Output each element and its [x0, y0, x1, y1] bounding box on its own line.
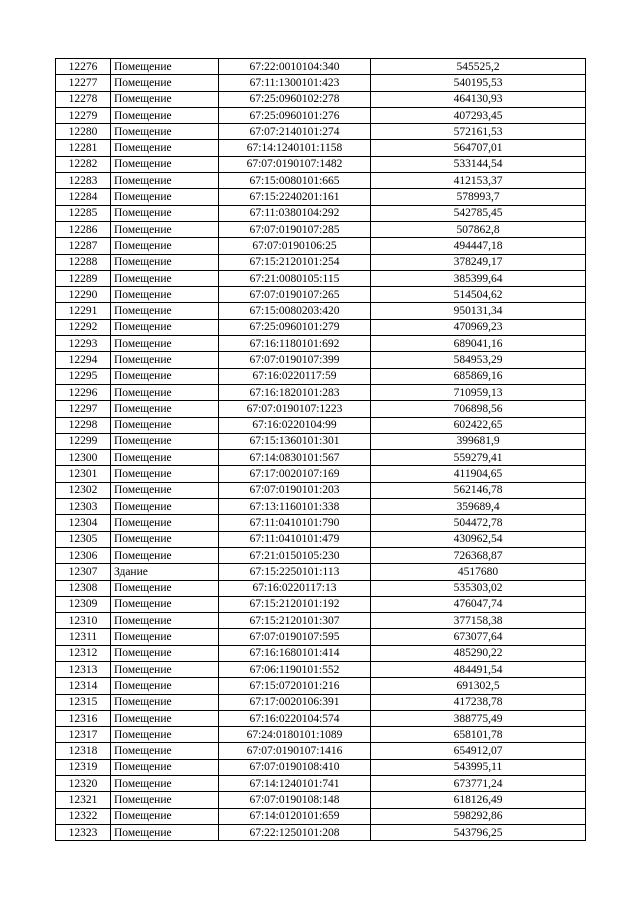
cadastral-number-cell: 67:16:0220117:13	[219, 580, 371, 596]
row-number-cell: 12309	[56, 596, 111, 612]
row-number-cell: 12305	[56, 531, 111, 547]
table-row	[56, 319, 586, 335]
table-row	[56, 59, 586, 75]
table-row	[56, 531, 586, 547]
table-row	[56, 678, 586, 694]
object-type-cell: Помещение	[111, 189, 219, 205]
object-type-cell: Помещение	[111, 75, 219, 91]
row-number-cell: 12303	[56, 499, 111, 515]
cadastral-number-cell: 67:07:2140101:274	[219, 124, 371, 140]
cadastral-number-cell: 67:15:0080101:665	[219, 173, 371, 189]
cadastral-number-cell: 67:13:1160101:338	[219, 499, 371, 515]
value-cell: 726368,87	[371, 547, 586, 563]
registry-table-body	[56, 59, 586, 841]
object-type-cell: Помещение	[111, 254, 219, 270]
object-type-cell: Помещение	[111, 205, 219, 221]
table-row	[56, 645, 586, 661]
cadastral-number-cell: 67:07:0190107:1482	[219, 156, 371, 172]
row-number-cell: 12310	[56, 613, 111, 629]
cadastral-number-cell: 67:14:0120101:659	[219, 808, 371, 824]
cadastral-number-cell: 67:06:1190101:552	[219, 661, 371, 677]
value-cell: 689041,16	[371, 336, 586, 352]
cadastral-number-cell: 67:07:0190107:1223	[219, 401, 371, 417]
table-row	[56, 515, 586, 531]
object-type-cell: Помещение	[111, 499, 219, 515]
row-number-cell: 12306	[56, 547, 111, 563]
object-type-cell: Помещение	[111, 173, 219, 189]
object-type-cell: Помещение	[111, 287, 219, 303]
table-row	[56, 661, 586, 677]
object-type-cell: Помещение	[111, 743, 219, 759]
value-cell: 411904,65	[371, 466, 586, 482]
row-number-cell: 12283	[56, 173, 111, 189]
value-cell: 673077,64	[371, 629, 586, 645]
row-number-cell: 12286	[56, 221, 111, 237]
value-cell: 399681,9	[371, 433, 586, 449]
object-type-cell: Помещение	[111, 776, 219, 792]
value-cell: 618126,49	[371, 792, 586, 808]
cadastral-number-cell: 67:22:1250101:208	[219, 824, 371, 840]
object-type-cell: Помещение	[111, 59, 219, 75]
cadastral-number-cell: 67:15:2240201:161	[219, 189, 371, 205]
table-row	[56, 140, 586, 156]
row-number-cell: 12282	[56, 156, 111, 172]
table-row	[56, 776, 586, 792]
cadastral-number-cell: 67:07:0190108:410	[219, 759, 371, 775]
table-row	[56, 466, 586, 482]
row-number-cell: 12293	[56, 336, 111, 352]
object-type-cell: Помещение	[111, 368, 219, 384]
object-type-cell: Помещение	[111, 124, 219, 140]
value-cell: 385399,64	[371, 270, 586, 286]
row-number-cell: 12278	[56, 91, 111, 107]
row-number-cell: 12289	[56, 270, 111, 286]
cadastral-number-cell: 67:17:0020106:391	[219, 694, 371, 710]
table-row	[56, 238, 586, 254]
cadastral-number-cell: 67:16:1680101:414	[219, 645, 371, 661]
object-type-cell: Помещение	[111, 808, 219, 824]
table-row	[56, 287, 586, 303]
object-type-cell: Помещение	[111, 482, 219, 498]
table-row	[56, 824, 586, 840]
table-row	[56, 368, 586, 384]
cadastral-number-cell: 67:14:1240101:1158	[219, 140, 371, 156]
value-cell: 377158,38	[371, 613, 586, 629]
object-type-cell: Помещение	[111, 384, 219, 400]
row-number-cell: 12320	[56, 776, 111, 792]
cadastral-number-cell: 67:07:0190106:25	[219, 238, 371, 254]
value-cell: 598292,86	[371, 808, 586, 824]
row-number-cell: 12294	[56, 352, 111, 368]
row-number-cell: 12308	[56, 580, 111, 596]
value-cell: 654912,07	[371, 743, 586, 759]
table-row	[56, 547, 586, 563]
table-row	[56, 336, 586, 352]
table-row	[56, 189, 586, 205]
table-row	[56, 499, 586, 515]
cadastral-number-cell: 67:07:0190107:399	[219, 352, 371, 368]
object-type-cell: Здание	[111, 564, 219, 580]
row-number-cell: 12317	[56, 727, 111, 743]
row-number-cell: 12322	[56, 808, 111, 824]
value-cell: 464130,93	[371, 91, 586, 107]
row-number-cell: 12315	[56, 694, 111, 710]
cadastral-number-cell: 67:22:0010104:340	[219, 59, 371, 75]
object-type-cell: Помещение	[111, 759, 219, 775]
cadastral-number-cell: 67:07:0190107:595	[219, 629, 371, 645]
object-type-cell: Помещение	[111, 710, 219, 726]
row-number-cell: 12316	[56, 710, 111, 726]
row-number-cell: 12314	[56, 678, 111, 694]
cadastral-number-cell: 67:14:1240101:741	[219, 776, 371, 792]
value-cell: 540195,53	[371, 75, 586, 91]
row-number-cell: 12276	[56, 59, 111, 75]
object-type-cell: Помещение	[111, 352, 219, 368]
cadastral-number-cell: 67:16:0220117:59	[219, 368, 371, 384]
value-cell: 559279,41	[371, 450, 586, 466]
value-cell: 484491,54	[371, 661, 586, 677]
object-type-cell: Помещение	[111, 433, 219, 449]
value-cell: 535303,02	[371, 580, 586, 596]
row-number-cell: 12311	[56, 629, 111, 645]
table-row	[56, 450, 586, 466]
table-row	[56, 352, 586, 368]
row-number-cell: 12296	[56, 384, 111, 400]
cadastral-number-cell: 67:25:0960101:276	[219, 107, 371, 123]
table-row	[56, 173, 586, 189]
value-cell: 691302,5	[371, 678, 586, 694]
cadastral-number-cell: 67:16:1180101:692	[219, 336, 371, 352]
cadastral-number-cell: 67:21:0150105:230	[219, 547, 371, 563]
row-number-cell: 12301	[56, 466, 111, 482]
table-row	[56, 727, 586, 743]
table-row	[56, 270, 586, 286]
value-cell: 514504,62	[371, 287, 586, 303]
row-number-cell: 12297	[56, 401, 111, 417]
cadastral-number-cell: 67:11:0410101:479	[219, 531, 371, 547]
table-row	[56, 613, 586, 629]
table-row	[56, 107, 586, 123]
table-row	[56, 221, 586, 237]
table-row	[56, 694, 586, 710]
cadastral-number-cell: 67:14:0830101:567	[219, 450, 371, 466]
row-number-cell: 12299	[56, 433, 111, 449]
cadastral-number-cell: 67:25:0960101:279	[219, 319, 371, 335]
cadastral-number-cell: 67:15:2250101:113	[219, 564, 371, 580]
cadastral-number-cell: 67:07:0190107:285	[219, 221, 371, 237]
table-row	[56, 629, 586, 645]
row-number-cell: 12304	[56, 515, 111, 531]
table-row	[56, 124, 586, 140]
row-number-cell: 12279	[56, 107, 111, 123]
object-type-cell: Помещение	[111, 336, 219, 352]
row-number-cell: 12323	[56, 824, 111, 840]
object-type-cell: Помещение	[111, 824, 219, 840]
cadastral-number-cell: 67:15:2120101:192	[219, 596, 371, 612]
table-row	[56, 564, 586, 580]
value-cell: 572161,53	[371, 124, 586, 140]
value-cell: 564707,01	[371, 140, 586, 156]
row-number-cell: 12281	[56, 140, 111, 156]
registry-table	[55, 58, 586, 841]
value-cell: 504472,78	[371, 515, 586, 531]
row-number-cell: 12277	[56, 75, 111, 91]
table-row	[56, 205, 586, 221]
object-type-cell: Помещение	[111, 107, 219, 123]
value-cell: 412153,37	[371, 173, 586, 189]
row-number-cell: 12300	[56, 450, 111, 466]
cadastral-number-cell: 67:15:2120101:254	[219, 254, 371, 270]
cadastral-number-cell: 67:07:0190101:203	[219, 482, 371, 498]
value-cell: 485290,22	[371, 645, 586, 661]
object-type-cell: Помещение	[111, 727, 219, 743]
object-type-cell: Помещение	[111, 694, 219, 710]
cadastral-number-cell: 67:16:1820101:283	[219, 384, 371, 400]
value-cell: 543796,25	[371, 824, 586, 840]
value-cell: 494447,18	[371, 238, 586, 254]
value-cell: 388775,49	[371, 710, 586, 726]
object-type-cell: Помещение	[111, 531, 219, 547]
cadastral-number-cell: 67:17:0020107:169	[219, 466, 371, 482]
row-number-cell: 12284	[56, 189, 111, 205]
row-number-cell: 12295	[56, 368, 111, 384]
value-cell: 542785,45	[371, 205, 586, 221]
value-cell: 430962,54	[371, 531, 586, 547]
value-cell: 706898,56	[371, 401, 586, 417]
object-type-cell: Помещение	[111, 580, 219, 596]
object-type-cell: Помещение	[111, 629, 219, 645]
cadastral-number-cell: 67:15:2120101:307	[219, 613, 371, 629]
object-type-cell: Помещение	[111, 91, 219, 107]
cadastral-number-cell: 67:15:0080203:420	[219, 303, 371, 319]
row-number-cell: 12285	[56, 205, 111, 221]
value-cell: 578993,7	[371, 189, 586, 205]
table-row	[56, 482, 586, 498]
object-type-cell: Помещение	[111, 547, 219, 563]
table-row	[56, 254, 586, 270]
table-row	[56, 156, 586, 172]
row-number-cell: 12302	[56, 482, 111, 498]
table-row	[56, 743, 586, 759]
cadastral-number-cell: 67:15:1360101:301	[219, 433, 371, 449]
row-number-cell: 12280	[56, 124, 111, 140]
value-cell: 470969,23	[371, 319, 586, 335]
object-type-cell: Помещение	[111, 515, 219, 531]
row-number-cell: 12307	[56, 564, 111, 580]
object-type-cell: Помещение	[111, 613, 219, 629]
value-cell: 545525,2	[371, 59, 586, 75]
value-cell: 359689,4	[371, 499, 586, 515]
table-row	[56, 808, 586, 824]
cadastral-number-cell: 67:07:0190107:265	[219, 287, 371, 303]
row-number-cell: 12290	[56, 287, 111, 303]
object-type-cell: Помещение	[111, 466, 219, 482]
value-cell: 417238,78	[371, 694, 586, 710]
value-cell: 507862,8	[371, 221, 586, 237]
value-cell: 710959,13	[371, 384, 586, 400]
table-row	[56, 91, 586, 107]
value-cell: 562146,78	[371, 482, 586, 498]
table-row	[56, 433, 586, 449]
value-cell: 4517680	[371, 564, 586, 580]
cadastral-number-cell: 67:07:0190108:148	[219, 792, 371, 808]
object-type-cell: Помещение	[111, 156, 219, 172]
table-row	[56, 710, 586, 726]
table-row	[56, 792, 586, 808]
row-number-cell: 12318	[56, 743, 111, 759]
object-type-cell: Помещение	[111, 792, 219, 808]
table-row	[56, 303, 586, 319]
object-type-cell: Помещение	[111, 450, 219, 466]
cadastral-number-cell: 67:16:0220104:99	[219, 417, 371, 433]
cadastral-number-cell: 67:15:0720101:216	[219, 678, 371, 694]
value-cell: 533144,54	[371, 156, 586, 172]
cadastral-number-cell: 67:11:1300101:423	[219, 75, 371, 91]
object-type-cell: Помещение	[111, 678, 219, 694]
value-cell: 950131,34	[371, 303, 586, 319]
row-number-cell: 12298	[56, 417, 111, 433]
cadastral-number-cell: 67:07:0190107:1416	[219, 743, 371, 759]
table-row	[56, 417, 586, 433]
object-type-cell: Помещение	[111, 140, 219, 156]
value-cell: 658101,78	[371, 727, 586, 743]
row-number-cell: 12313	[56, 661, 111, 677]
row-number-cell: 12312	[56, 645, 111, 661]
value-cell: 543995,11	[371, 759, 586, 775]
row-number-cell: 12292	[56, 319, 111, 335]
object-type-cell: Помещение	[111, 417, 219, 433]
table-row	[56, 75, 586, 91]
table-row	[56, 401, 586, 417]
cadastral-number-cell: 67:21:0080105:115	[219, 270, 371, 286]
cadastral-number-cell: 67:24:0180101:1089	[219, 727, 371, 743]
row-number-cell: 12291	[56, 303, 111, 319]
row-number-cell: 12319	[56, 759, 111, 775]
cadastral-number-cell: 67:25:0960102:278	[219, 91, 371, 107]
cadastral-number-cell: 67:16:0220104:574	[219, 710, 371, 726]
value-cell: 584953,29	[371, 352, 586, 368]
row-number-cell: 12321	[56, 792, 111, 808]
object-type-cell: Помещение	[111, 596, 219, 612]
value-cell: 602422,65	[371, 417, 586, 433]
value-cell: 378249,17	[371, 254, 586, 270]
object-type-cell: Помещение	[111, 319, 219, 335]
value-cell: 673771,24	[371, 776, 586, 792]
row-number-cell: 12288	[56, 254, 111, 270]
value-cell: 476047,74	[371, 596, 586, 612]
cadastral-number-cell: 67:11:0380104:292	[219, 205, 371, 221]
object-type-cell: Помещение	[111, 401, 219, 417]
cadastral-number-cell: 67:11:0410101:790	[219, 515, 371, 531]
object-type-cell: Помещение	[111, 270, 219, 286]
table-row	[56, 580, 586, 596]
object-type-cell: Помещение	[111, 238, 219, 254]
table-row	[56, 596, 586, 612]
value-cell: 685869,16	[371, 368, 586, 384]
object-type-cell: Помещение	[111, 221, 219, 237]
table-row	[56, 384, 586, 400]
object-type-cell: Помещение	[111, 303, 219, 319]
object-type-cell: Помещение	[111, 645, 219, 661]
row-number-cell: 12287	[56, 238, 111, 254]
value-cell: 407293,45	[371, 107, 586, 123]
object-type-cell: Помещение	[111, 661, 219, 677]
table-row	[56, 759, 586, 775]
